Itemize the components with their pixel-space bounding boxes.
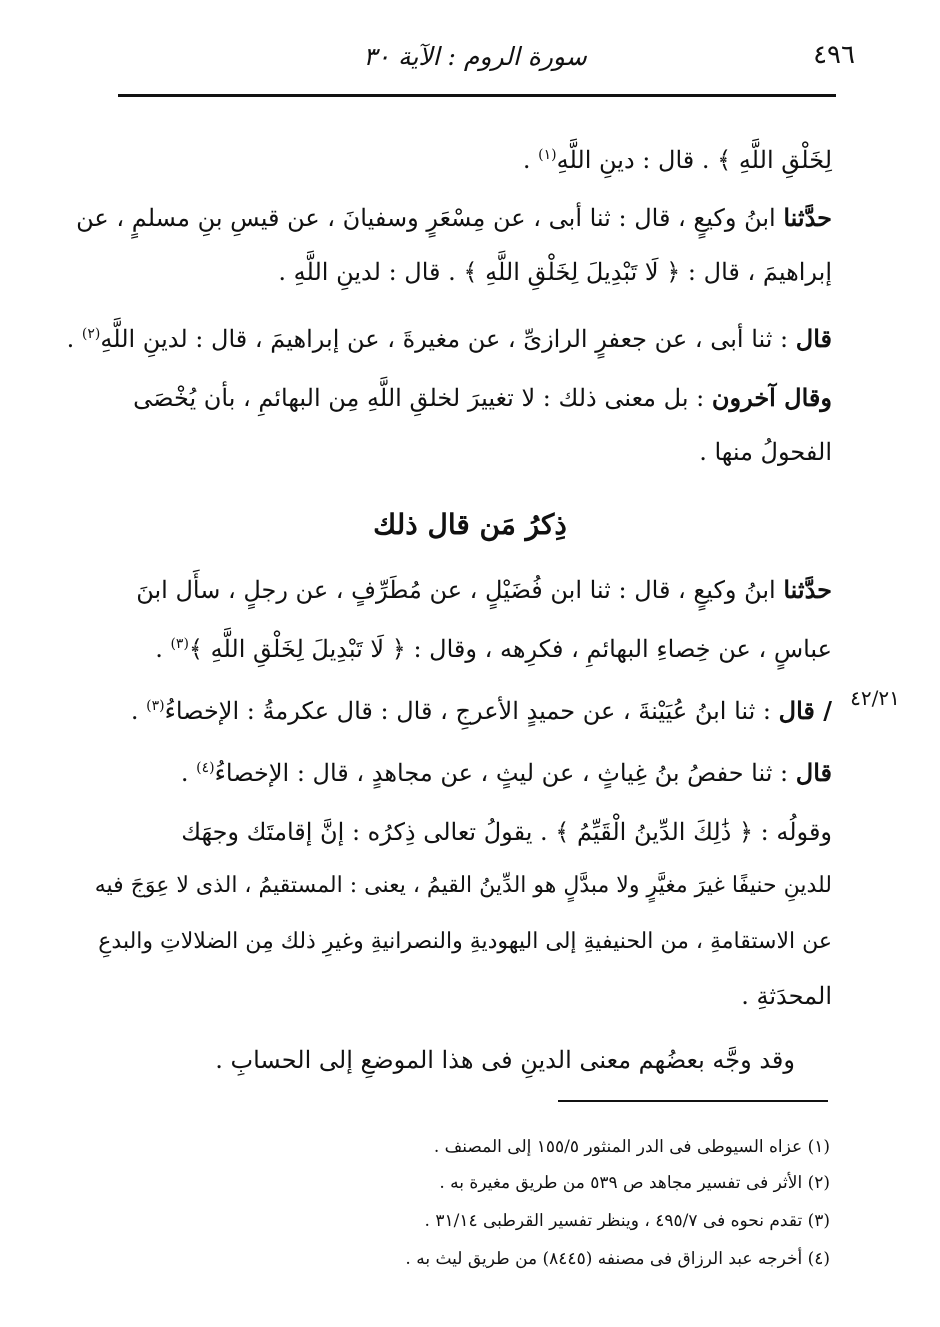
text-line (136, 570, 832, 610)
line-text: وقولُه : ﴿ ذَٰلِكَ الدِّينُ الْقَيِّمُ ﴾ . يقولُ تعالى ذِكرُه : إنَّ إقامتَك وجهَك (181, 818, 832, 846)
isnad-lead: حدَّثنا (783, 575, 832, 604)
text-line (278, 252, 832, 292)
running-header-title: سورة الروم : الآية ٣٠ (363, 42, 587, 71)
line-text: وقد وجَّه بعضُهم معنى الدينِ فى هذا الموضعِ إلى الحسابِ . (215, 1046, 795, 1074)
margin-reference: ٤٢/٢١ (850, 686, 900, 710)
footnote: (١) عزاه السيوطى فى الدر المنثور ١٥٥/٥ إلى المصنف . (433, 1137, 830, 1157)
isnad-lead: حدَّثنا (783, 203, 832, 232)
line-text: : بل معنى ذلك : لا تغييرَ لخلقِ اللَّهِ مِن البهائمِ ، بأن يُخْصَى (133, 384, 712, 412)
line-text: عن الاستقامةِ ، من الحنيفيةِ إلى اليهوديةِ والنصرانيةِ وغيرِ ذلك مِن الضلالاتِ والبدعِ (98, 929, 832, 954)
text-line (181, 748, 832, 793)
text-line (133, 378, 832, 418)
line-text: المحدَثةِ . (741, 982, 832, 1010)
text-line (131, 686, 832, 731)
footnote: (٢) الأثر فى تفسير مجاهد ص ٥٣٩ من طريق مغيرة به . (439, 1173, 830, 1193)
text-line (155, 624, 832, 669)
line-end: . (180, 759, 197, 787)
line-text: الفحولُ منها . (699, 438, 832, 466)
line-text: للدينِ حنيفًا غيرَ مغيَّرٍ ولا مبدَّلٍ هو الدِّينُ القيمُ ، يعنى : المستقيمُ ، الذى لا عِوَجَ فيه (94, 873, 832, 898)
isnad-lead: قال (795, 324, 832, 353)
footnote-ref: (٣) (170, 636, 189, 652)
footnote: (٤) أخرجه عبد الرزاق فى مصنفه (٨٤٤٥) من طريق ليث به . (405, 1249, 830, 1269)
line-end: . (522, 146, 539, 174)
line-text: عباسٍ ، عن خِصاءِ البهائمِ ، فكرِهه ، وقال : ﴿ لَا تَبْدِيلَ لِخَلْقِ اللَّهِ ﴾ (188, 635, 832, 663)
line-text: ابنُ وكيعٍ ، قال : ثنا ابن فُضَيْلٍ ، عن مُطَرِّفٍ ، عن رجلٍ ، سأَل ابنَ (136, 576, 784, 604)
line-end: . (155, 635, 171, 663)
isnad-lead: وقال آخرون (711, 383, 832, 412)
isnad-lead: قال (795, 758, 832, 787)
text-line (523, 135, 832, 180)
text-line (76, 198, 832, 238)
line-text: : ثنا ابنُ عُيَيْنةَ ، عن حميدٍ الأعرجِ ، قال : قال عكرمةُ : الإخصاءُ (164, 697, 779, 725)
line-text: لِخَلْقِ اللَّهِ ﴾ . قال : دينِ اللَّهِ (556, 146, 832, 174)
isnad-lead: / قال (778, 696, 832, 725)
header-rule (118, 94, 836, 97)
page-number: ٤٩٦ (813, 40, 855, 70)
footnote-ref: (٢) (81, 326, 101, 342)
line-text: إبراهيمَ ، قال : ﴿ لَا تَبْدِيلَ لِخَلْقِ اللَّهِ ﴾ . قال : لدينِ اللَّهِ . (278, 258, 832, 286)
line-text: : ثنا أبى ، عن جعفرٍ الرازىِّ ، عن مغيرةَ ، عن إبراهيمَ ، قال : لدينِ اللَّهِ (100, 325, 796, 353)
text-line (67, 314, 832, 359)
text-line (98, 922, 832, 962)
line-end: . (130, 697, 147, 725)
text-line (181, 812, 832, 852)
footnote-ref: (٤) (196, 760, 215, 776)
section-heading: ذِكرُ مَن قال ذلك (373, 508, 567, 541)
footnote-ref: (١) (538, 147, 557, 163)
line-end: . (66, 325, 82, 353)
footnote-rule (558, 1100, 828, 1102)
text-line (215, 1040, 795, 1080)
text-line (741, 976, 832, 1016)
footnote: (٣) تقدم نحوه فى ٤٩٥/٧ ، وينظر تفسير القرطبى ٣١/١٤ . (424, 1211, 830, 1231)
text-line (95, 866, 832, 906)
footnote-ref: (٣) (146, 698, 165, 714)
line-text: ابنُ وكيعٍ ، قال : ثنا أبى ، عن مِسْعَرٍ وسفيانَ ، عن قيسِ بنِ مسلمٍ ، عن (76, 204, 784, 232)
text-line (699, 432, 832, 472)
line-text: : ثنا حفصُ بنُ غِياثٍ ، عن ليثٍ ، عن مجاهدٍ ، قال : الإخصاءُ (214, 759, 796, 787)
